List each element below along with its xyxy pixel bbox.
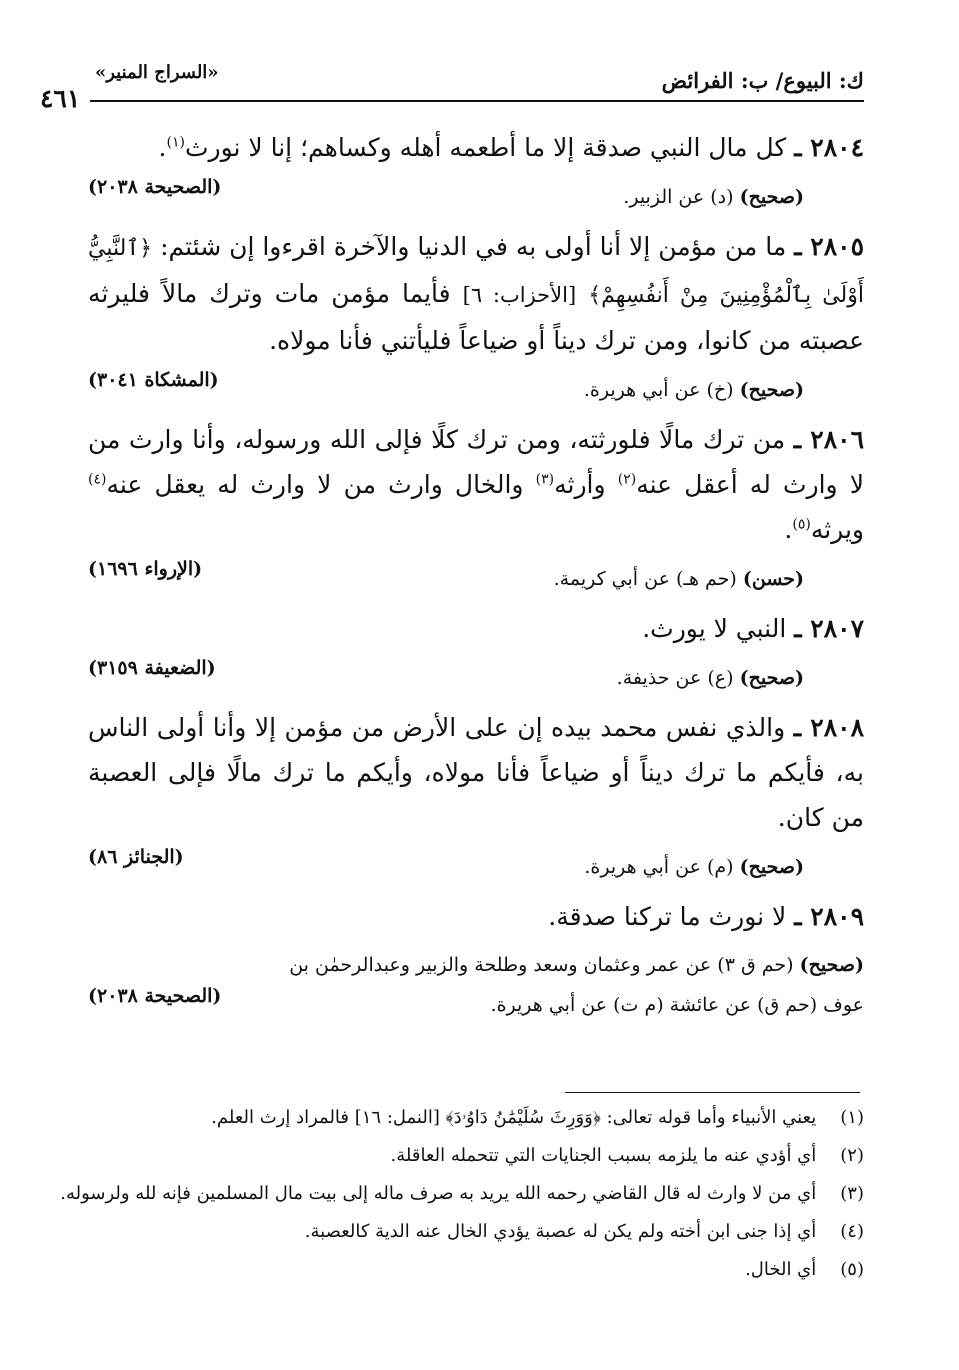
hadith-number: ٢٨٠٤ ـ (794, 133, 864, 162)
footnote-text: أي إذا جنى ابن أخته ولم يكن له عصبة يؤدي الخال عنه الدية كالعصبة. (304, 1221, 817, 1242)
footnote-marker: (٢) (617, 471, 637, 488)
hadith-2804 (88, 125, 864, 224)
footnote-text: أي أؤدي عنه ما يلزمه بسبب الجنايات التي تتحمله العاقلة. (390, 1145, 817, 1166)
hadith-body: والذي نفس محمد بيده إن على الأرض من مؤمن إلا وأنا أولى الناس به، فأيكم ما ترك ديناً أو ضياعاً فأنا مولاه، وأيكم ما ترك مالًا فإلى العصبة من كان. (88, 713, 864, 832)
book-reference: (المشكاة ٣٠٤١) (88, 369, 219, 391)
book-reference: (الإرواء ١٦٩٦) (88, 558, 203, 580)
hadith-grade-line (617, 667, 804, 689)
hadith-grade: (حسن) (742, 568, 804, 590)
hadith-text (88, 894, 864, 939)
hadith-narrator: (م) عن أبي هريرة. (584, 856, 734, 878)
hadith-source (88, 558, 864, 606)
footnote-text-continued: [النمل: ١٦] فالمراد إرث العلم. (211, 1107, 446, 1128)
hadith-text (88, 606, 864, 651)
footnote-number: (٣) (840, 1183, 864, 1204)
hadith-text (88, 417, 864, 552)
footnote-quran: ﴿وَوَرِثَ سُلَيْمَٰنُ دَاوُۥدَ﴾ (445, 1107, 601, 1128)
hadith-body-part: وأرثه (554, 470, 618, 499)
hadith-grade: (صحيح) (739, 856, 804, 878)
hadith-number: ٢٨٠٨ ـ (793, 713, 865, 742)
page-number: ٤٦١ (40, 84, 81, 113)
footnote-5 (150, 1252, 864, 1290)
footnote-text: أي الخال. (745, 1259, 817, 1280)
hadith-grade: (صحيح) (799, 954, 864, 976)
footnote-number: (٢) (840, 1145, 864, 1166)
footnote-number: (١) (840, 1107, 864, 1128)
book-title: «السراج المنير» (95, 62, 219, 83)
book-reference: (الجنائز ٨٦) (88, 846, 184, 868)
footnote-3 (60, 1176, 864, 1214)
footnote-4 (150, 1214, 864, 1252)
running-header (40, 62, 864, 113)
hadith-text (88, 705, 864, 840)
hadith-body-part: والخال وارث من لا وارث له يعقل عنه (106, 470, 536, 499)
footnote-number: (٤) (840, 1221, 864, 1242)
chapter-title: ك: البيوع/ ب: الفرائض (661, 68, 864, 93)
hadith-narrator: (حم هـ) عن أبي كريمة. (553, 568, 737, 590)
hadith-body: كل مال النبي صدقة إلا ما أطعمه أهله وكساهم؛ إنا لا نورث (184, 133, 787, 162)
footnote-1 (150, 1100, 864, 1138)
book-reference: (الضعيفة ٣١٥٩) (88, 657, 216, 679)
hadith-body: ما من مؤمن إلا أنا أولى به في الدنيا والآخرة اقرءوا إن شئتم: (160, 232, 787, 261)
hadith-number: ٢٨٠٧ ـ (794, 614, 864, 643)
hadith-body: النبي لا يورث. (642, 614, 787, 643)
hadith-source (88, 846, 864, 894)
hadith-narrator: (ع) عن حذيفة. (616, 667, 734, 689)
footnote-2 (150, 1138, 864, 1176)
hadith-source (88, 945, 864, 1023)
hadith-text (88, 125, 864, 170)
hadith-grade: (صحيح) (739, 186, 804, 208)
hadith-body: لا نورث ما تركنا صدقة. (548, 902, 787, 931)
hadith-grade: (صحيح) (739, 667, 804, 689)
hadith-body-continued: فأيما مؤمن مات وترك مالاً فليرثه عصبته من كانوا، ومن ترك ديناً أو ضياعاً فليأتني فأنا مولاه. (88, 279, 864, 355)
hadith-text (88, 224, 864, 363)
hadith-2808 (88, 705, 864, 894)
footnote-marker: (٤) (88, 471, 107, 488)
footnote-marker: (٣) (535, 471, 555, 488)
hadith-source (88, 176, 864, 224)
hadith-2809 (88, 894, 864, 1023)
hadith-grade-line (554, 568, 804, 590)
quran-reference: [الأحزاب: ٦] (462, 283, 577, 307)
footnote-text: أي من لا وارث له قال القاضي رحمه الله يريد به صرف ماله إلى بيت مال المسلمين فإنه لله ولرسوله. (60, 1183, 817, 1204)
hadith-number: ٢٨٠٦ ـ (793, 425, 865, 454)
footnote-marker: (٥) (792, 516, 811, 533)
footnote-marker: (١) (166, 134, 185, 151)
hadith-2807 (88, 606, 864, 705)
footnotes (60, 1100, 864, 1290)
hadith-end: . (784, 515, 793, 544)
hadith-grade-line (623, 186, 804, 208)
book-reference: (الصحيحة ٢٠٣٨) (88, 985, 222, 1007)
footnote-rule (565, 1092, 860, 1093)
hadith-grade-line (584, 379, 804, 401)
hadith-narrator: (حم ق ٣) عن عمر وعثمان وسعد وطلحة والزبير وعبدالرحمٰن بن عوف (حم ق) عن عائشة (م ت) عن أبي هريرة. (289, 954, 864, 1016)
footnote-number: (٥) (840, 1259, 864, 1280)
hadith-number: ٢٨٠٥ ـ (794, 232, 864, 261)
hadith-list (88, 125, 864, 1023)
hadith-grade-line (584, 856, 804, 878)
hadith-2806 (88, 417, 864, 606)
hadith-grade: (صحيح) (739, 379, 804, 401)
quran-verse: ﴿ٱلنَّبِيُّ أَوْلَىٰ بِٱلْمُؤْمِنِينَ مِنْ أَنفُسِهِمْ﴾ (88, 236, 864, 308)
hadith-end: . (158, 133, 167, 162)
hadith-number: ٢٨٠٩ ـ (794, 902, 864, 931)
hadith-narrator: (د) عن الزبير. (623, 186, 734, 208)
hadith-narrator: (خ) عن أبي هريرة. (583, 379, 734, 401)
book-reference: (الصحيحة ٢٠٣٨) (88, 176, 222, 198)
hadith-source (88, 369, 864, 417)
hadith-body: من ترك مالًا فلورثته، ومن ترك كلًا فإلى الله ورسوله، وأنا وارث من لا وارث له أعقل عنه (88, 425, 864, 499)
hadith-body-part: ويرثه (810, 515, 864, 544)
hadith-2805 (88, 224, 864, 417)
footnote-text: يعني الأنبياء وأما قوله تعالى: (600, 1107, 817, 1128)
header-rule (90, 100, 864, 102)
hadith-source (88, 657, 864, 705)
